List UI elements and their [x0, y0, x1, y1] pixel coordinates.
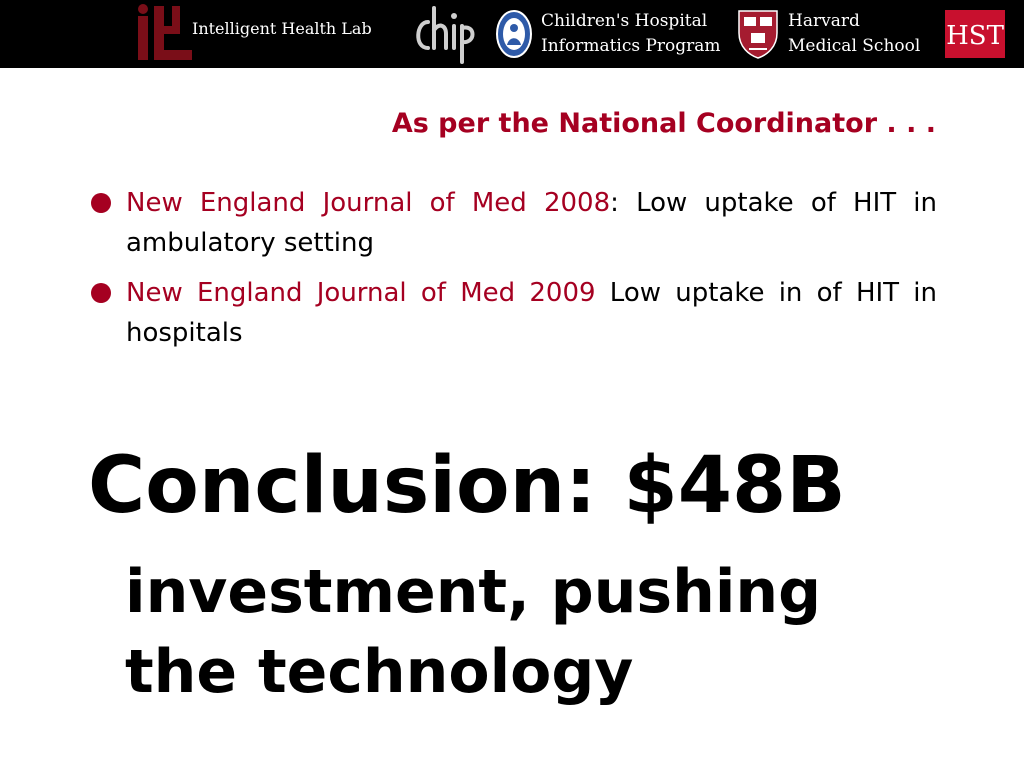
list-item — [85, 183, 937, 263]
lab-name: Intelligent Health Lab — [192, 19, 372, 38]
chip-line-1: Children's Hospital — [541, 11, 708, 31]
childrens-hospital-seal — [495, 9, 533, 59]
conclusion-line-2: investment, pushing — [125, 557, 822, 627]
slide-title: As per the National Coordinator . . . — [391, 108, 936, 139]
bullet-source: New England Journal of Med 2008 — [126, 188, 611, 218]
chip-line-2: Informatics Program — [541, 36, 721, 56]
header-banner — [0, 0, 1024, 68]
hst-logo — [945, 10, 1005, 58]
bullet-dot-icon — [91, 193, 111, 213]
bullet-text: Low uptake in of HIT in hospitals — [126, 278, 937, 348]
bullet-dot-icon — [91, 283, 111, 303]
conclusion-heading: Conclusion: $48B — [88, 441, 846, 531]
chip-logo — [410, 4, 478, 64]
hms-line-2: Medical School — [788, 36, 921, 56]
chip-name — [541, 9, 721, 59]
conclusion-line-3: the technology — [125, 637, 634, 707]
harvard-shield — [737, 9, 779, 59]
hms-line-1: Harvard — [788, 11, 860, 31]
list-item — [85, 273, 937, 353]
hms-name — [788, 9, 920, 59]
bullet-list — [85, 183, 937, 363]
bullet-separator: : — [610, 188, 619, 218]
intelligent-health-lab-logo — [136, 4, 194, 64]
bullet-text: Low uptake of HIT in ambulatory setting — [126, 188, 937, 258]
bullet-source: New England Journal of Med 2009 — [126, 278, 596, 308]
svg-text:HST: HST — [946, 21, 1004, 51]
